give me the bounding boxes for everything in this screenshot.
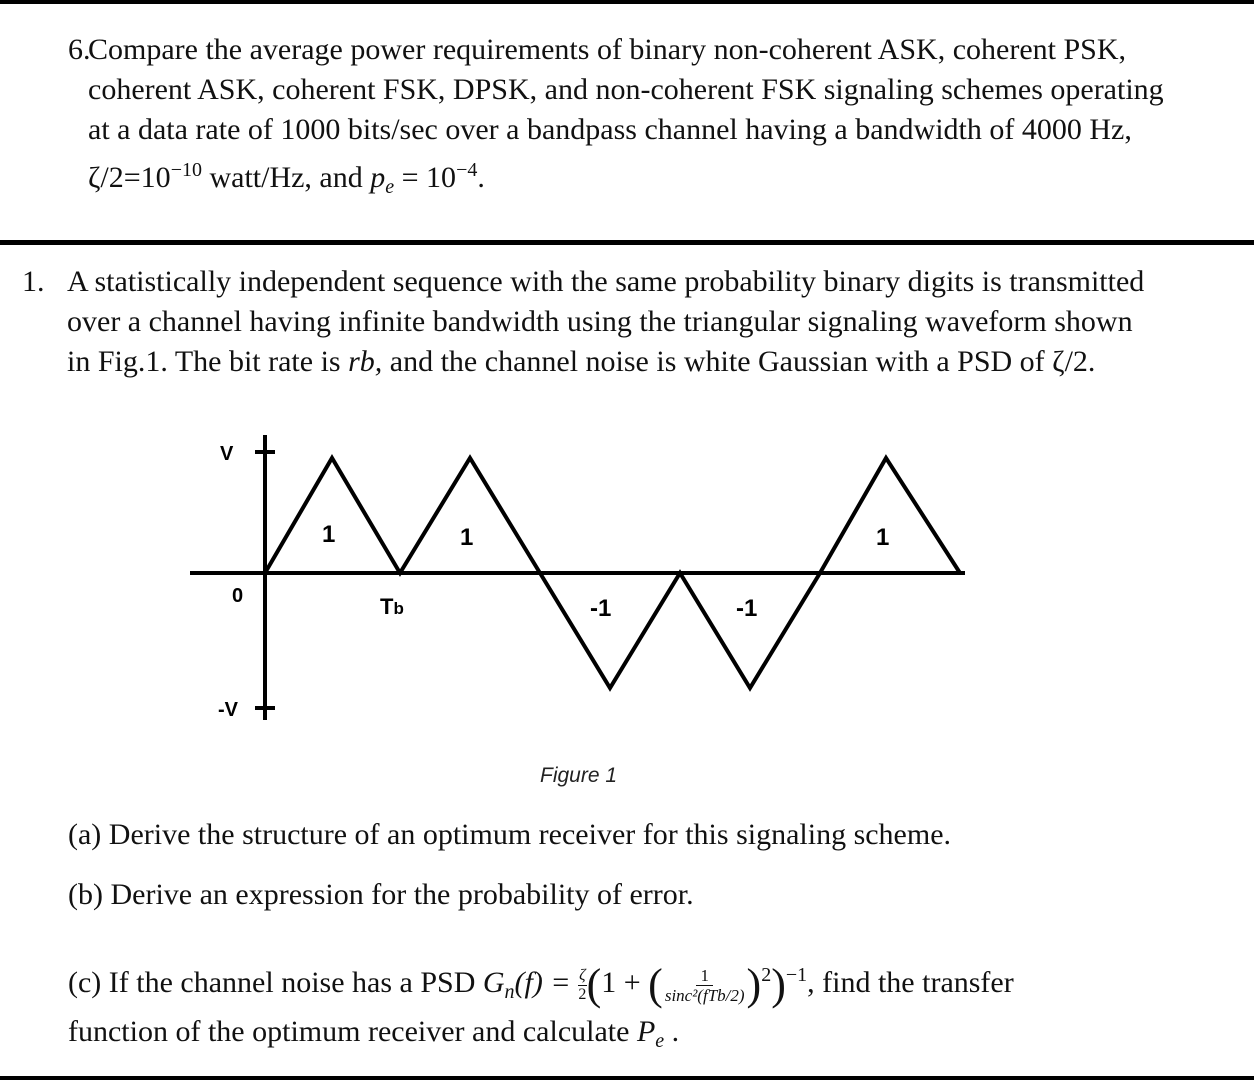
part-a: (a) Derive the structure of an optimum receiver for this signaling scheme. bbox=[68, 818, 952, 851]
bit-label-2: 1 bbox=[460, 524, 474, 551]
part-c-line-1: (c) If the channel noise has a PSD $G_n(f)$ = $\frac{\zeta}{2}$ (1 + ( 1 sinc²(fTb/2) )$^2$)$^{-1}$, find the transfer bbox=[68, 960, 1014, 1010]
bit-label-1: 1 bbox=[322, 521, 336, 548]
part-c-line-2: function of the optimum receiver and calculate $P_e$ . bbox=[68, 1015, 680, 1052]
zeta-over-two: $\frac{\zeta}{2}$ bbox=[578, 966, 587, 1003]
axis-label-neg-v: -V bbox=[218, 699, 238, 720]
bit-label-5: 1 bbox=[876, 524, 890, 551]
tick-label-tb: Tb bbox=[380, 594, 404, 619]
part-b: (b) Derive an expression for the probability of error. bbox=[68, 878, 694, 911]
section-divider bbox=[0, 240, 1254, 245]
axis-label-v: V bbox=[220, 443, 234, 465]
figure-caption: Figure 1 bbox=[540, 764, 618, 787]
question-1 bbox=[22, 262, 1222, 382]
question-1-number: 1. bbox=[22, 265, 45, 298]
question-6-line-1: Compare the average power requirements of binary non-coherent ASK, coherent PSK, bbox=[88, 33, 1127, 66]
bit-label-4: -1 bbox=[736, 595, 758, 622]
question-1-line-1: A statistically independent sequence with the same probability binary digits is transmitted bbox=[67, 265, 1145, 298]
bottom-rule bbox=[0, 1076, 1254, 1080]
waveform-figure bbox=[180, 420, 1000, 720]
question-6-line-2: coherent ASK, coherent FSK, DPSK, and non-coherent FSK signaling schemes operating bbox=[88, 73, 1164, 106]
sinc-fraction: 1 sinc²(fTb/2) bbox=[664, 965, 745, 1005]
question-6-line-4: $\zeta/2=10^{-10}$ watt/Hz, and $p_e = 10^{-4}$. bbox=[88, 159, 485, 198]
question-6-line-3: at a data rate of 1000 bits/sec over a bandpass channel having a bandwidth of 4000 Hz, bbox=[88, 113, 1132, 146]
question-6 bbox=[44, 30, 1224, 207]
question-1-line-2: over a channel having infinite bandwidth using the triangular signaling waveform shown bbox=[67, 305, 1133, 338]
question-6-number: 6. bbox=[68, 33, 91, 66]
question-1-line-3: in Fig.1. The bit rate is rb, and the channel noise is white Gaussian with a PSD of ζ/2. bbox=[67, 345, 1096, 378]
bit-label-3: -1 bbox=[590, 595, 612, 622]
axis-label-zero: 0 bbox=[232, 585, 244, 607]
top-rule bbox=[0, 0, 1254, 4]
